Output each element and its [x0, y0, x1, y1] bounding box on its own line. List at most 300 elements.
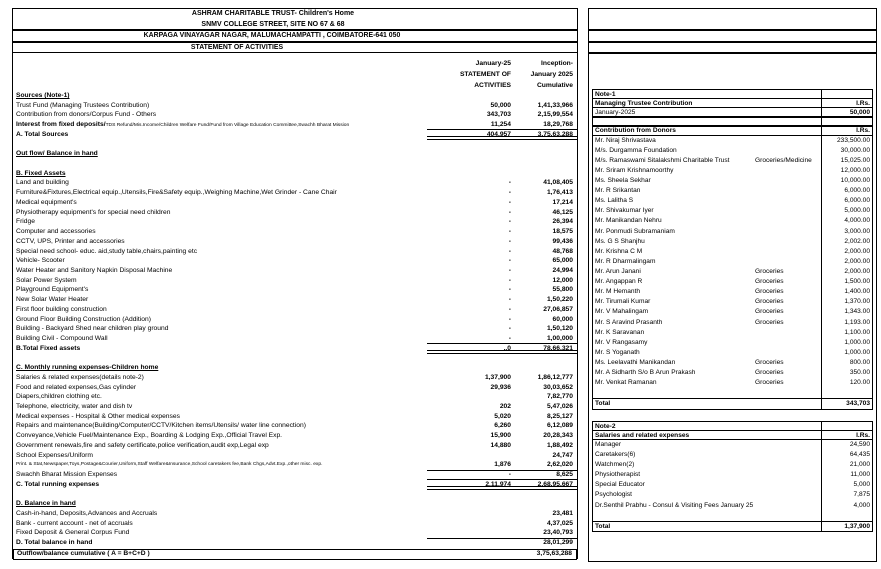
row-label: Swachh Bharat Mission Expenses — [16, 471, 118, 479]
column-header-monthly: January-25 STATEMENT OF ACTIVITIES — [459, 60, 511, 89]
donor-amount: 12,000.00 — [821, 166, 872, 176]
donor-note: Groceries — [755, 379, 784, 387]
donor-amount: 2,002.00 — [821, 237, 872, 247]
row-values — [427, 509, 577, 519]
donor-note — [755, 176, 821, 186]
salary-note — [755, 450, 821, 460]
salary-row — [593, 501, 872, 511]
value-monthly: 5,020 — [494, 412, 511, 420]
row-values — [427, 315, 577, 325]
value-monthly: 11,254 — [490, 121, 511, 129]
statement-row — [13, 412, 577, 422]
row-label: Land and building — [16, 179, 69, 187]
donor-amount: 6,000.00 — [821, 186, 872, 196]
value-monthly — [427, 140, 511, 150]
statement-row — [13, 489, 577, 499]
donor-amount: 120.00 — [821, 378, 872, 388]
donors-total-label: Total — [595, 400, 611, 408]
donor-amount: 3,000.00 — [821, 227, 872, 237]
donor-row — [593, 257, 872, 267]
statement-row — [13, 344, 577, 354]
row-values — [427, 421, 577, 431]
value-cumulative: 2,68,95,667 — [537, 480, 573, 488]
statement-row — [13, 198, 577, 208]
value-monthly: 202 — [499, 403, 511, 410]
statement-row — [13, 140, 577, 150]
value-monthly — [427, 451, 511, 461]
value-monthly: - — [508, 218, 511, 226]
statement-row — [13, 324, 577, 334]
trust-address: KARPAGA VINAYAGAR NAGAR, MALUMACHAMPATTI , COIMBATORE-641 050 — [12, 30, 578, 42]
column-header-cumulative: Inception- January 2025 Cumulative — [530, 60, 573, 89]
row-values — [427, 198, 577, 208]
value-monthly — [427, 363, 511, 373]
row-values — [427, 217, 577, 227]
donor-row — [593, 136, 872, 146]
value-cumulative: 24,747 — [552, 451, 573, 459]
salaries-total-row — [592, 521, 873, 533]
statement-row — [13, 451, 577, 461]
statement-row — [13, 159, 577, 169]
row-values — [427, 101, 577, 111]
salary-note — [755, 480, 821, 490]
donor-amount: 2,000.00 — [821, 257, 872, 267]
donor-row — [593, 156, 872, 166]
salary-row — [593, 440, 872, 450]
row-label: B. Fixed Assets — [16, 169, 66, 177]
salaries-header-row — [592, 430, 873, 440]
value-monthly: - — [508, 266, 511, 274]
donor-note: Groceries — [755, 288, 784, 296]
value-monthly: 6,260 — [494, 422, 511, 430]
statement-row — [13, 509, 577, 519]
statement-row — [13, 217, 577, 227]
row-label: Repairs and maintenance(Building/Computer/CCTV/Kitchen items/Utensils/ water line connection) — [16, 422, 306, 430]
donor-amount: 2,000.00 — [821, 247, 872, 257]
statement-row — [13, 178, 577, 188]
value-monthly — [427, 91, 511, 101]
donor-name: Mr. Sriram Krishnamoorthy — [595, 166, 674, 174]
statement-row — [13, 149, 577, 159]
value-monthly: - — [508, 228, 511, 236]
statement-row — [13, 315, 577, 325]
donor-name: M/s. Ramaswami Sitalakshmi Charitable Trust — [595, 156, 730, 164]
donor-note: Groceries — [755, 278, 784, 286]
value-cumulative: 60,000 — [552, 315, 573, 323]
value-cumulative: 2,62,020 — [546, 461, 573, 469]
donor-row — [593, 358, 872, 368]
row-label: Fixed Deposit & General Corpus Fund — [16, 529, 130, 537]
donor-row — [593, 328, 872, 338]
value-cumulative: 3,75,63,288 — [537, 130, 573, 138]
value-monthly: - — [508, 286, 511, 294]
row-label: D. Balance in hand — [16, 500, 76, 508]
donor-row — [593, 297, 872, 307]
donor-amount: 350.00 — [821, 368, 872, 378]
donor-row — [593, 348, 872, 358]
statement-row — [13, 208, 577, 218]
statement-row — [13, 276, 577, 286]
row-label: Cash-in-hand, Deposits,Advances and Accruals — [16, 509, 158, 517]
value-cumulative: 24,994 — [552, 266, 573, 274]
value-cumulative: 1,50,120 — [546, 325, 573, 333]
value-cumulative: 1,86,12,777 — [537, 373, 573, 381]
value-monthly: ,,0 — [503, 344, 511, 352]
donor-amount: 1,343.00 — [821, 307, 872, 317]
donor-row — [593, 146, 872, 156]
donor-note — [755, 206, 821, 216]
mtc-unit: I.Rs. — [821, 98, 873, 108]
donor-name: Mr. S Aravind Prasanth — [595, 318, 663, 326]
donor-name: Mr. Venkat Ramanan — [595, 379, 657, 387]
value-cumulative: 5,47,026 — [546, 403, 573, 410]
donor-note: Groceries — [755, 298, 784, 306]
statement-row — [13, 431, 577, 441]
row-label-prefix: Interest from fixed deposits/ — [16, 121, 106, 129]
trust-title-box — [12, 8, 578, 30]
value-cumulative: 1,88,492 — [546, 441, 573, 449]
salary-label: Dr.Senthil Prabhu - Consul & Visiting Fees January 25 — [595, 501, 754, 509]
statement-row — [13, 130, 577, 140]
row-label: Outflow/balance cumulative ( A = B+C+D ) — [17, 549, 150, 557]
note2-title: Note-2 — [592, 421, 822, 431]
row-values — [427, 305, 577, 315]
value-cumulative: 1,41,33,966 — [537, 101, 573, 109]
value-monthly — [427, 519, 511, 529]
value-monthly: - — [508, 315, 511, 323]
row-label: B.Total Fixed assets — [16, 344, 81, 352]
value-cumulative: 78,66,321 — [543, 344, 573, 352]
statement-row — [13, 519, 577, 529]
value-cumulative: 23,40,793 — [543, 529, 573, 537]
salary-label: Watchmen(2) — [595, 461, 635, 469]
row-label: A. Total Sources — [16, 130, 69, 138]
value-monthly: 1,37,900 — [484, 373, 511, 381]
row-label: Medical expenses - Hospital & Other medical expenses — [16, 412, 180, 420]
row-values — [427, 159, 577, 169]
row-label — [13, 159, 427, 169]
donor-note: Groceries — [755, 308, 784, 316]
salaries-list — [592, 439, 873, 522]
donor-note — [755, 247, 821, 257]
value-cumulative — [511, 140, 577, 150]
salary-row — [593, 480, 872, 490]
donor-row — [593, 216, 872, 226]
value-cumulative: 65,000 — [552, 257, 573, 265]
donor-name: Mr. A Sidharth S/o B Arun Prakash — [595, 369, 696, 377]
row-label: Ground Floor Building Construction (Addition) — [16, 315, 151, 323]
donors-header: Contribution from Donors — [592, 125, 822, 135]
donor-amount: 2,000.00 — [821, 267, 872, 277]
donor-row — [593, 247, 872, 257]
donor-name: Ms. Lalitha S — [595, 197, 634, 205]
donor-name: Mr. Manikandan Nehru — [595, 217, 662, 225]
value-cumulative: 8,625 — [556, 471, 573, 479]
value-monthly: - — [508, 247, 511, 255]
salary-label: Caretakers(6) — [595, 451, 636, 459]
value-cumulative: 18,29,768 — [543, 121, 573, 129]
row-label: Physiotherapy equipment's for special need children — [16, 208, 171, 216]
statement-rows — [13, 91, 577, 560]
donor-row — [593, 227, 872, 237]
salary-row — [593, 460, 872, 470]
value-cumulative — [511, 91, 577, 101]
donor-row — [593, 307, 872, 317]
value-monthly — [427, 169, 511, 179]
statement-row — [13, 421, 577, 431]
right-header-box-3 — [588, 42, 877, 53]
row-values — [427, 276, 577, 286]
value-cumulative: 30,03,652 — [543, 383, 573, 391]
value-monthly: 29,936 — [490, 383, 511, 391]
row-label: Salaries & related expenses(details note-2) — [16, 373, 144, 381]
value-monthly: 15,900 — [490, 432, 511, 440]
donor-name: Mr. Angappan R — [595, 278, 643, 286]
salary-amount: 5,000 — [821, 480, 872, 490]
value-cumulative: 46,125 — [552, 208, 573, 216]
value-cumulative: 8,25,127 — [546, 412, 573, 420]
value-monthly — [427, 538, 511, 548]
row-label: Print. & Stat,Newspaper,Toys,Postage&Courier,Uniform,Staff Welfare&Insurance,School caretakers fee,Bank Chgs,Advt.Exp.,other misc. exp. — [16, 462, 323, 468]
salary-label: Psychologist — [595, 491, 633, 499]
value-cumulative: 18,575 — [552, 228, 573, 236]
statement-row — [13, 188, 577, 198]
salary-note — [755, 501, 821, 511]
row-label: Conveyance,Vehicle Fuel/Maintenance Exp., Boarding & Lodging Exp.,Official Travel Exp. — [16, 432, 283, 440]
row-values — [427, 489, 577, 499]
statement-row — [13, 285, 577, 295]
row-label: Food and related expenses,Gas cylinder — [16, 383, 137, 391]
donor-row — [593, 318, 872, 328]
value-monthly — [427, 509, 511, 519]
row-values — [427, 266, 577, 276]
row-values — [427, 149, 577, 159]
salary-label: Physiotherapist — [595, 471, 641, 479]
donor-name: Mr. R Dharmalingam — [595, 257, 656, 265]
donor-amount: 1,370.00 — [821, 297, 872, 307]
donor-name: Mr. K Saravanan — [595, 328, 645, 336]
value-cumulative — [511, 159, 577, 169]
donor-list — [592, 135, 873, 400]
donors-total-row — [592, 398, 873, 410]
donor-name: Mr. Niraj Shrivastava — [595, 136, 656, 144]
value-monthly: 343,703 — [486, 111, 511, 119]
row-label: Water Heater and Sanitory Napkin Disposal Machine — [16, 266, 173, 274]
value-cumulative — [511, 363, 577, 373]
value-cumulative — [511, 353, 577, 363]
row-values — [427, 169, 577, 179]
salary-note — [755, 440, 821, 450]
donors-unit: I.Rs. — [821, 125, 873, 135]
salary-amount: 24,590 — [821, 440, 872, 450]
donor-name: Mr. V Mahalingam — [595, 308, 649, 316]
salary-amount: 4,000 — [821, 501, 872, 511]
donor-amount: 1,000.00 — [821, 348, 872, 358]
donor-name: M/s. Durgamma Foundation — [595, 146, 677, 154]
row-values — [427, 392, 577, 402]
mtc-amount: 50,000 — [821, 107, 873, 117]
value-monthly: - — [508, 237, 511, 245]
value-cumulative: 1,50,220 — [546, 296, 573, 304]
statement-row — [13, 549, 577, 561]
row-values — [427, 91, 577, 101]
value-cumulative: 28,01,299 — [543, 539, 573, 547]
donor-blank-row — [593, 388, 872, 398]
donor-note — [755, 227, 821, 237]
statement-row — [13, 538, 577, 548]
row-label: C. Total running expenses — [16, 480, 100, 488]
row-values — [427, 441, 577, 451]
donor-row — [593, 176, 872, 186]
donor-row — [593, 206, 872, 216]
value-cumulative: 26,394 — [552, 218, 573, 226]
donor-amount: 1,400.00 — [821, 287, 872, 297]
value-cumulative: 99,436 — [552, 237, 573, 245]
donor-row — [593, 368, 872, 378]
row-label: Solar Power System — [16, 276, 77, 284]
row-label: Furniture&Fixtures,Electrical equip.,Utensils,Fire&Safety equip.,Weighing Machine,Wet Grinder - Cane Chair — [16, 189, 337, 197]
row-values — [427, 110, 577, 120]
value-monthly: - — [508, 179, 511, 187]
salaries-total-label: Total — [595, 522, 611, 530]
value-monthly — [426, 550, 510, 560]
value-monthly: - — [508, 471, 511, 479]
value-cumulative: 48,768 — [552, 247, 573, 255]
donor-amount: 15,025.00 — [821, 156, 872, 166]
donor-note — [755, 348, 821, 358]
salary-label: Special Educator — [595, 481, 645, 489]
salary-row — [593, 450, 872, 460]
donor-name: Mr. V Rangasamy — [595, 338, 648, 346]
donor-note — [755, 196, 821, 206]
trust-name: ASHRAM CHARITABLE TRUST- Children's Home — [191, 10, 355, 17]
donor-note — [755, 338, 821, 348]
row-values — [427, 451, 577, 461]
value-cumulative — [511, 499, 577, 509]
donor-amount: 5,000.00 — [821, 206, 872, 216]
row-values — [427, 285, 577, 295]
column-headers — [13, 58, 577, 91]
value-monthly — [427, 499, 511, 509]
donor-note — [755, 146, 821, 156]
value-cumulative: 1,00,000 — [546, 334, 573, 342]
statement-row — [13, 373, 577, 383]
salary-amount: 64,435 — [821, 450, 872, 460]
value-monthly: 404,957 — [486, 130, 511, 138]
value-cumulative — [511, 149, 577, 159]
value-cumulative: 17,214 — [552, 198, 573, 206]
row-label: Out flow/ Balance in hand — [16, 150, 98, 158]
value-cumulative: 55,800 — [552, 286, 573, 294]
value-cumulative: 7,82,770 — [546, 393, 573, 401]
row-label: Fridge — [16, 218, 35, 226]
statement-row — [13, 402, 577, 412]
row-label: Sources (Note-1) — [16, 92, 70, 99]
donor-row — [593, 166, 872, 176]
row-label: Bank - current account - net of accruals — [16, 519, 133, 527]
donor-note — [755, 237, 821, 247]
statement-row — [13, 169, 577, 179]
row-label: Medical equipment's — [16, 198, 77, 206]
row-values — [427, 188, 577, 198]
row-values — [427, 247, 577, 257]
value-cumulative: 20,28,343 — [543, 432, 573, 440]
row-label — [13, 489, 427, 499]
donors-total-amount: 343,703 — [821, 399, 872, 409]
row-values — [427, 373, 577, 383]
value-monthly: - — [508, 325, 511, 333]
value-monthly: - — [508, 334, 511, 342]
statement-row — [13, 480, 577, 490]
donor-amount: 1,193.00 — [821, 318, 872, 328]
value-monthly: - — [508, 189, 511, 197]
salary-row — [593, 470, 872, 480]
donor-row — [593, 378, 872, 388]
statement-row — [13, 101, 577, 111]
statement-row — [13, 256, 577, 266]
note1-title: Note-1 — [592, 89, 822, 99]
row-values — [427, 499, 577, 509]
mtc-month: January-2025 — [592, 107, 822, 117]
donor-row — [593, 196, 872, 206]
salary-note — [755, 460, 821, 470]
salary-blank-row — [593, 511, 872, 521]
row-label — [13, 120, 427, 130]
donor-name: Mr. Krishna C M — [595, 247, 643, 255]
row-values — [427, 130, 577, 140]
row-values — [427, 363, 577, 373]
row-values — [427, 256, 577, 266]
mtc-header: Managing Trustee Contribution — [592, 98, 822, 108]
row-label: CCTV, UPS, Printer and accessories — [16, 237, 125, 245]
statement-row — [13, 110, 577, 120]
donor-amount: 10,000.00 — [821, 176, 872, 186]
statement-row — [13, 237, 577, 247]
row-label: Telephone, electricity, water and dish tv — [16, 403, 133, 410]
row-label: Computer and accessories — [16, 228, 96, 236]
donor-name: Mr. R Srikantan — [595, 187, 641, 195]
statement-table — [12, 53, 578, 559]
donor-name: Ms. Sheela Sekhar — [595, 176, 651, 184]
value-monthly: - — [508, 257, 511, 265]
value-cumulative — [511, 489, 577, 499]
value-cumulative — [511, 169, 577, 179]
donor-note: Groceries — [755, 358, 784, 366]
row-label: D. Total balance in hand — [16, 539, 93, 547]
value-monthly: 1,876 — [494, 461, 511, 469]
value-monthly — [427, 149, 511, 159]
statement-row — [13, 392, 577, 402]
row-values — [427, 402, 577, 412]
row-label: Building Civil - Compound Wall — [16, 334, 108, 342]
value-monthly: - — [508, 208, 511, 216]
salary-label: Manager — [595, 440, 622, 448]
row-values — [427, 295, 577, 305]
donor-note — [755, 166, 821, 176]
donor-amount: 6,000.00 — [821, 196, 872, 206]
salary-amount: 11,000 — [821, 470, 872, 480]
row-values — [427, 353, 577, 363]
row-label: School Expenses/Uniform — [16, 451, 93, 459]
value-monthly: 50,000 — [490, 101, 511, 109]
salary-amount: 21,000 — [821, 460, 872, 470]
row-values — [427, 412, 577, 422]
value-monthly: - — [508, 296, 511, 304]
row-values — [427, 324, 577, 334]
donor-note: Groceries — [755, 318, 784, 326]
donor-note — [755, 257, 821, 267]
statement-row — [13, 363, 577, 373]
